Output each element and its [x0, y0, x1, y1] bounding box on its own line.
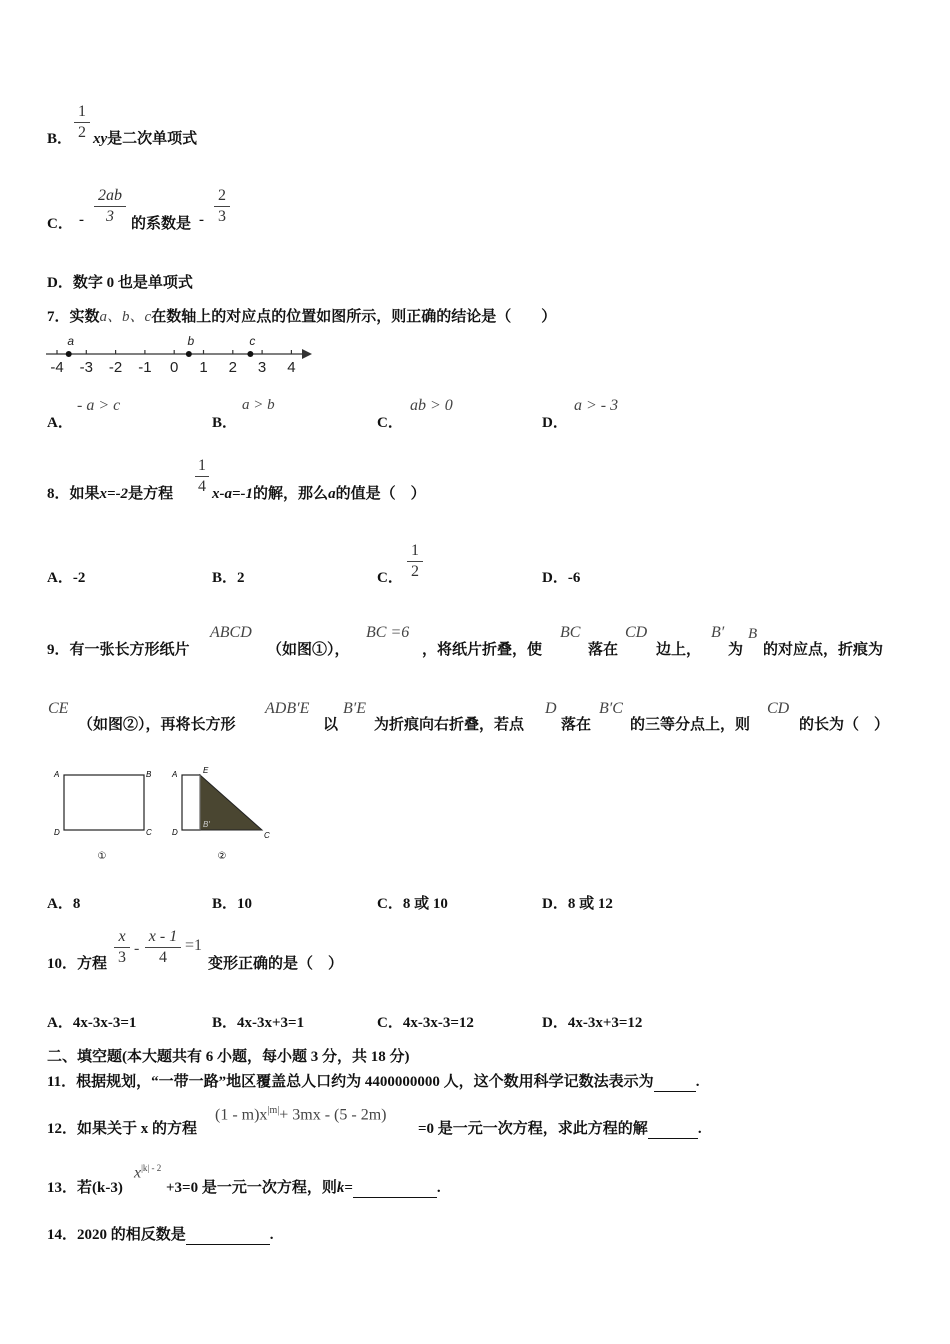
q7-option-a-label: A． — [47, 415, 73, 431]
q10-option-c — [377, 1011, 474, 1032]
q14 — [47, 1223, 274, 1245]
fig1-caption: ① — [97, 851, 107, 862]
q7-option-d-label: D． — [542, 415, 568, 431]
q9-line1-m3: BC — [560, 624, 581, 641]
q13-end: . — [436, 1180, 441, 1196]
q10-option-b-label: B． — [212, 1015, 238, 1031]
q9-option-c-label: C． — [377, 896, 403, 912]
fig1-label-b: B — [146, 770, 152, 779]
q8-option-c-fraction — [407, 542, 423, 581]
q8-suffix: 的值是（ ） — [335, 486, 426, 502]
q8-option-b-value: 2 — [237, 570, 245, 586]
q9-line1-t6: 为 — [728, 642, 744, 658]
q8-fraction — [195, 457, 209, 496]
frac-numerator: 1 — [411, 542, 419, 559]
number-line-point-c — [247, 351, 253, 357]
frac-denominator: 3 — [218, 208, 226, 225]
q8-option-c-label: C． — [377, 570, 403, 586]
frac-denominator: 4 — [159, 949, 167, 966]
q11-text: 11．根据规划，“一带一路”地区覆盖总人口约为 4400000000 人，这个数用科学记数法表示为 — [47, 1074, 654, 1090]
q13-var: k — [336, 1180, 345, 1196]
q7-option-a — [47, 411, 73, 432]
q8-option-d — [542, 566, 580, 587]
q8-mid: 是方程 — [128, 486, 174, 502]
q8-condition: x=-2 — [99, 486, 129, 502]
fig1-label-a: A — [54, 770, 60, 779]
number-line-point-label-a: a — [67, 334, 75, 348]
q6-option-c-minus: - — [79, 212, 84, 228]
q11-end: . — [695, 1074, 700, 1090]
q13-prefix: 13．若(k-3) — [47, 1180, 123, 1196]
q6-option-c-text: 的系数是 — [131, 216, 192, 232]
q10-option-a-value: 4x-3x-3=1 — [72, 1015, 137, 1031]
q7-option-c-label: C． — [377, 415, 403, 431]
q9-line1-m2: BC =6 — [366, 624, 410, 641]
q8-mid2: 的解，那么 — [253, 486, 329, 502]
q13-power — [134, 1163, 161, 1182]
q13-suffix — [166, 1176, 441, 1198]
q12-answer-blank[interactable] — [648, 1121, 698, 1139]
q11 — [47, 1070, 699, 1092]
number-line-tick-label: 1 — [199, 359, 208, 376]
number-line-point-label-c: c — [249, 334, 256, 348]
q13-answer-blank[interactable] — [353, 1180, 437, 1198]
q12-prefix: 12．如果关于 x 的方程 — [47, 1121, 198, 1137]
q7-stem — [47, 305, 556, 326]
q9-line2-t3: 为折痕向右折叠，若点 — [374, 717, 525, 733]
q10-option-b-value: 4x-3x+3=1 — [237, 1015, 305, 1031]
number-line-tick-label: -3 — [79, 359, 93, 376]
q9-figures — [50, 765, 290, 865]
q7-number-line — [40, 328, 320, 380]
frac-denominator: 2 — [411, 563, 419, 580]
q9-option-c-value: 8 或 10 — [402, 896, 448, 912]
q10-minus: - — [134, 940, 140, 957]
q6-option-d — [47, 271, 193, 292]
q7-stem-suffix: 在数轴上的对应点的位置如图所示，则正确的结论是（ ） — [151, 309, 557, 325]
q7-option-d-expr: a > - 3 — [574, 397, 619, 414]
q12-expression — [215, 1105, 386, 1124]
q10-option-d — [542, 1011, 642, 1032]
q10-stem-prefix: 10．方程 — [47, 956, 108, 972]
fig2-caption: ② — [217, 851, 227, 862]
q8-equation: x-a=-1 — [212, 486, 254, 502]
q10-option-b — [212, 1011, 304, 1032]
number-line-point-label-b: b — [187, 334, 195, 348]
q10-option-a — [47, 1011, 136, 1032]
q8-option-a-value: -2 — [72, 570, 86, 586]
q8-option-b — [212, 566, 245, 587]
q12-suffix — [418, 1117, 702, 1139]
q9-line2-m4: D — [545, 700, 557, 717]
q12-expr: (1 - m)x — [215, 1106, 268, 1124]
number-line-tick-label: 4 — [287, 359, 296, 376]
q9-line1-t2: （如图①）， — [267, 642, 350, 658]
q10-option-c-value: 4x-3x-3=12 — [402, 1015, 474, 1031]
q14-text: 14．2020 的相反数是 — [47, 1227, 186, 1243]
frac-numerator: 2ab — [98, 187, 122, 204]
q10-option-a-label: A． — [47, 1015, 73, 1031]
q6-option-b-fraction — [74, 103, 90, 142]
q10-eq: =1 — [185, 937, 203, 954]
section-heading: 二、填空题(本大题共有 6 小题，每小题 3 分，共 18 分) — [47, 1049, 410, 1065]
q9-option-b-value: 10 — [237, 896, 253, 912]
q6-option-d-label: D． — [47, 275, 73, 291]
frac-numerator: 2 — [218, 187, 226, 204]
number-line-tick-label: -4 — [50, 359, 64, 376]
q9-line2-m1: CE — [48, 700, 69, 717]
fig2-label-d: D — [172, 828, 178, 837]
q6-option-c-fraction2 — [214, 187, 230, 226]
q9-line1-m4: CD — [625, 624, 648, 641]
fig2-label-e: E — [203, 766, 209, 775]
q14-end: . — [269, 1227, 274, 1243]
fig2-label-bprime: B′ — [203, 820, 210, 829]
q11-answer-blank[interactable] — [654, 1074, 696, 1092]
q8-option-a — [47, 566, 85, 587]
q13-base: x — [134, 1164, 142, 1182]
number-line-point-b — [186, 351, 192, 357]
q10-fraction1 — [114, 928, 130, 967]
q9-option-b — [212, 892, 252, 913]
frac-numerator: x — [118, 928, 126, 945]
q12-end: . — [697, 1121, 702, 1137]
q8-stem-suffix — [212, 482, 426, 503]
q7-option-b-label: B． — [212, 415, 238, 431]
fig2-label-c: C — [264, 831, 270, 840]
frac-numerator: 1 — [198, 457, 206, 474]
q10-option-d-label: D． — [542, 1015, 568, 1031]
q7-option-b-expr: a > b — [242, 397, 275, 413]
q13-suffix-text: +3=0 是一元一次方程，则 — [166, 1180, 337, 1196]
q8-prefix: 8．如果 — [47, 486, 100, 502]
q9-option-a-label: A． — [47, 896, 73, 912]
q9-line1-t1: 9．有一张长方形纸片 — [47, 642, 190, 658]
q12-expr2: + 3mx - (5 - 2m) — [279, 1106, 387, 1124]
q12-suffix-text: =0 是一元一次方程，求此方程的解 — [418, 1121, 648, 1137]
q9-line2-m5: B′C — [599, 700, 623, 717]
q9-line1-m6: B — [748, 626, 758, 642]
fig1-label-c: C — [146, 828, 152, 837]
q9-line2-t4: 落在 — [561, 717, 592, 733]
frac-numerator: x - 1 — [148, 928, 178, 945]
frac-denominator: 3 — [118, 949, 126, 966]
q7-stem-prefix: 7．实数 — [47, 309, 100, 325]
q9-option-d-value: 8 或 12 — [567, 896, 613, 912]
q9-line1-t7: 的对应点，折痕为 — [763, 642, 884, 658]
figure-2 — [171, 766, 270, 862]
number-line-tick-label: 3 — [257, 359, 267, 376]
q8-option-d-value: -6 — [567, 570, 581, 586]
frac-denominator: 2 — [78, 124, 86, 141]
number-line-tick-label: 0 — [170, 359, 179, 376]
figure-1 — [53, 770, 152, 862]
q9-line1-m5: B′ — [711, 624, 725, 641]
q9-option-b-label: B． — [212, 896, 238, 912]
fig1-label-d: D — [54, 828, 60, 837]
q8-stem-prefix — [47, 482, 173, 503]
q9-option-a — [47, 892, 80, 913]
frac-denominator: 4 — [198, 478, 206, 495]
q9-line2-t2: 以 — [323, 717, 339, 733]
q7-stem-vars: a、b、c — [99, 309, 152, 325]
q9-line2-m2: ADB′E — [265, 700, 310, 717]
q6-option-c-minus2: - — [199, 212, 204, 228]
q6-option-c-label: C． — [47, 216, 73, 232]
q8-option-a-label: A． — [47, 570, 73, 586]
frac-numerator: 1 — [78, 103, 86, 120]
q9-line2-m3: B′E — [343, 700, 367, 717]
q8-var: a — [328, 486, 336, 502]
q9-line2-t1: （如图②），再将长方形 — [78, 717, 236, 733]
q10-option-c-label: C． — [377, 1015, 403, 1031]
number-line-tick-label: -1 — [138, 359, 152, 376]
number-line-tick-label: 2 — [228, 359, 237, 376]
q9-option-a-value: 8 — [72, 896, 81, 912]
q9-line2-t6: 的长为（ ） — [799, 717, 890, 733]
frac-denominator: 3 — [106, 208, 114, 225]
q10-fraction2 — [145, 928, 181, 967]
q8-option-d-label: D． — [542, 570, 568, 586]
number-line-point-a — [66, 351, 72, 357]
q9-line2-m6: CD — [767, 700, 790, 717]
q13-eq: = — [344, 1180, 353, 1196]
q9-line2-t5: 的三等分点上，则 — [630, 717, 751, 733]
q9-option-d-label: D． — [542, 896, 568, 912]
q7-option-a-expr: - a > c — [77, 397, 121, 414]
q9-line1-m1: ABCD — [210, 624, 252, 641]
number-line-tick-label: -2 — [108, 359, 123, 376]
q10-stem-suffix: 变形正确的是（ ） — [208, 956, 344, 972]
q6-option-b-text: 是二次单项式 — [107, 131, 198, 147]
q10-option-d-value: 4x-3x+3=12 — [567, 1015, 643, 1031]
q9-line1-t3: ，将纸片折叠，使 — [422, 642, 543, 658]
q9-option-d — [542, 892, 613, 913]
q9-option-c — [377, 892, 448, 913]
q13-exponent: |k| - 2 — [141, 1163, 162, 1173]
number-line-arrow — [302, 349, 312, 359]
q9-line1-t5: 边上， — [656, 642, 702, 658]
fig2-label-a: A — [172, 770, 178, 779]
q6-option-d-text: 数字 0 也是单项式 — [72, 275, 193, 291]
q12-exponent: |m| — [267, 1105, 280, 1116]
q14-answer-blank[interactable] — [186, 1227, 270, 1245]
q9-line1-t4: 落在 — [588, 642, 619, 658]
q6-option-b-label: B． — [47, 131, 73, 147]
q6-option-b-var: xy — [93, 131, 108, 147]
q8-option-b-label: B． — [212, 570, 238, 586]
q6-option-c-fraction — [94, 187, 126, 226]
q7-option-c-expr: ab > 0 — [410, 397, 453, 414]
